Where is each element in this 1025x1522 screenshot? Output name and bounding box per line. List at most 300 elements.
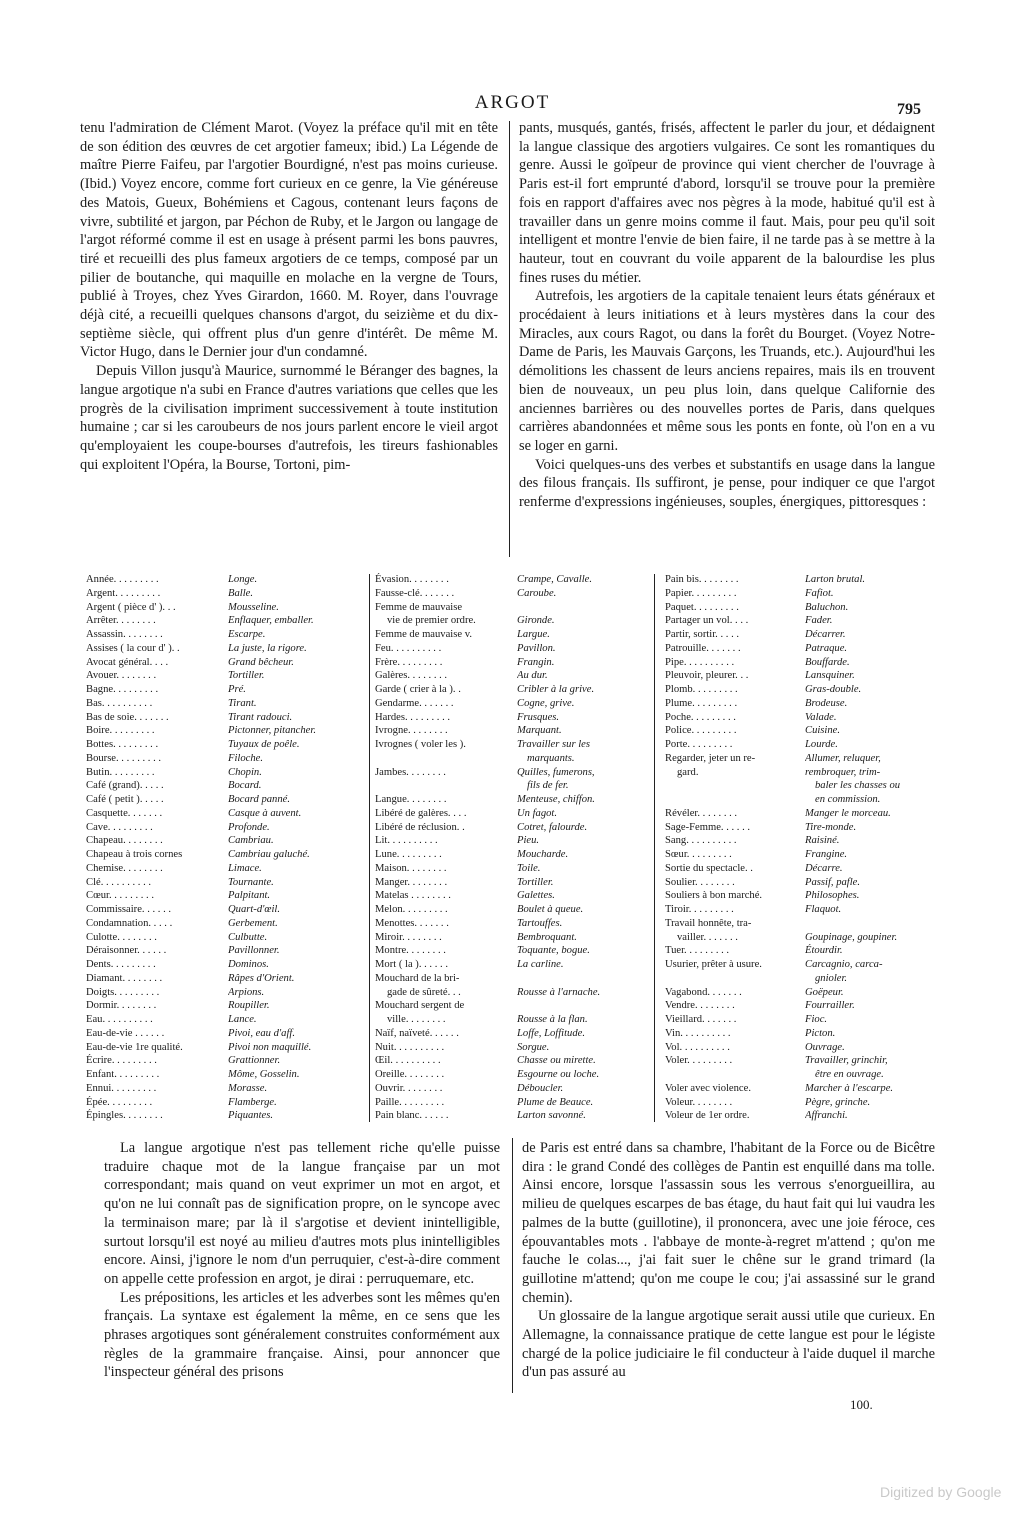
glossary-entry [86, 669, 364, 683]
glossary-entry [86, 1054, 364, 1068]
glossary-term [375, 752, 517, 766]
glossary-argot: Baluchon. [805, 601, 849, 613]
glossary-argot: Chasse ou mirette. [517, 1055, 596, 1067]
glossary-argot: Ouvrage. [805, 1041, 845, 1053]
glossary-entry [375, 876, 649, 890]
glossary-term: Matelas . . . . . . . . [375, 890, 451, 902]
glossary-argot: être en ouvrage. [815, 1069, 884, 1080]
glossary-argot: rembroquer, trim- [805, 766, 881, 778]
glossary-entry [665, 779, 935, 793]
glossary-argot: Lourde. [805, 739, 838, 750]
glossary-term: Écrire. . . . . . . . . [86, 1055, 157, 1067]
glossary-term: Poche. . . . . . . . . [665, 711, 736, 723]
glossary-term: Bas de soie. . . . . . . [86, 711, 169, 723]
top-right-column [519, 119, 935, 512]
glossary-entry [86, 587, 364, 601]
glossary-term: Argent. . . . . . . . . [86, 587, 161, 599]
glossary-argot: Menteuse, chiffon. [517, 794, 595, 805]
glossary-entry [375, 1068, 649, 1082]
glossary-entry [665, 958, 935, 972]
glossary-term: Mouchard sergent de [375, 1000, 465, 1012]
glossary-entry [665, 931, 935, 945]
glossary-term: Regarder, jeter un re- [665, 752, 756, 764]
glossary-term: Eau-de-vie . . . . . . [86, 1027, 165, 1039]
glossary-term: Galères. . . . . . . . [375, 670, 448, 682]
glossary-entry [665, 669, 935, 683]
glossary-entry [86, 986, 364, 1000]
glossary-term: Garde ( crier à la ). . [375, 684, 461, 695]
glossary-entry [665, 711, 935, 725]
glossary-entry [86, 807, 364, 821]
glossary-argot: Pivoi, eau d'aff. [228, 1027, 295, 1039]
glossary-argot: Quilles, fumerons, [517, 766, 595, 778]
glossary-entry [86, 848, 364, 862]
glossary-entry [86, 931, 364, 945]
signature-mark: 100. [850, 1397, 873, 1412]
glossary-entry [86, 1109, 364, 1123]
glossary-argot: Déboucler. [517, 1082, 564, 1094]
glossary-entry [375, 793, 649, 807]
glossary-argot: La carline. [517, 959, 564, 970]
glossary-term [665, 972, 805, 986]
glossary-entry [375, 944, 649, 958]
glossary-argot: Tirant radouci. [228, 711, 293, 723]
glossary-entry [375, 848, 649, 862]
glossary-entry [375, 1096, 649, 1110]
glossary-term: Libéré de réclusion. . [375, 821, 465, 833]
glossary-argot: Rousse à l'arnache. [517, 986, 601, 998]
bottom-column-divider [512, 1138, 513, 1393]
glossary-argot: Frangin. [517, 656, 555, 668]
glossary-argot: fils de fer. [527, 780, 569, 792]
glossary-term: Soulier. . . . . . . . [665, 876, 735, 888]
glossary-term: Vol. . . . . . . . . . [665, 1041, 730, 1053]
glossary-entry [375, 862, 649, 876]
glossary-argot: Crampe, Cavalle. [517, 574, 593, 585]
glossary-entry [86, 1096, 364, 1110]
glossary-argot: Morasse. [228, 1082, 268, 1094]
glossary-term: Pipe. . . . . . . . . . [665, 656, 735, 668]
glossary-term: Avouer. . . . . . . . [86, 670, 157, 682]
glossary-term: Fausse-clé. . . . . . . [375, 587, 455, 599]
glossary-term: Bottes. . . . . . . . . [86, 739, 159, 750]
glossary-entry [375, 697, 649, 711]
glossary-argot: Frangine. [805, 849, 848, 860]
glossary-term: ville. . . . . . . . [387, 1014, 446, 1025]
glossary-argot: Cotret, falourde. [517, 821, 588, 833]
glossary-argot: Pègre, grinche. [805, 1096, 871, 1108]
glossary-term: Eau-de-vie 1re qualité. [86, 1041, 183, 1053]
glossary-entry [665, 807, 935, 821]
glossary-argot: Pieu. [517, 835, 540, 847]
paragraph: pants, musqués, gantés, frisés, affectent le parler du jour, et dédaignent la langue classique des argotiers vulgaires. Ce sont les romantiques du genre. Aussi le goïpeur de province qui vient chercher de l'ouvrage à Paris est-il fort emprunté d'abord, lorsqu'il se trouve pour la première fois en rapport d'affaires avec nos pègres à la mode, habitué qu'il est à travailler dans un genre moins comme il faut. Mais, pour peu qu'il soit intelligent et montre l'envie de bien faire, il ne tarde pas à se mettre à la hauteur, tout en couvrant du voile apparent de la balourdise les plus fines ruses du métier. [519, 120, 935, 286]
glossary-entry [665, 766, 935, 780]
glossary-argot: Plume de Beauce. [517, 1096, 594, 1108]
glossary-argot: Profonde. [228, 821, 270, 833]
glossary-term: Lune. . . . . . . . . [375, 849, 442, 860]
glossary-entry [665, 821, 935, 835]
glossary-argot: Palpitant. [228, 890, 271, 902]
glossary-argot: Gerbement. [228, 917, 278, 929]
glossary-argot: Bouffarde. [805, 656, 850, 668]
glossary-entry [375, 669, 649, 683]
glossary-term: Eau. . . . . . . . . . [86, 1014, 153, 1025]
glossary-column-2 [375, 573, 649, 1123]
glossary-term: Pleuvoir, pleurer. . . [665, 670, 749, 682]
glossary-term: Chemise. . . . . . . . [86, 862, 163, 874]
glossary-term: Plomb. . . . . . . . . [665, 684, 738, 695]
glossary-argot: Cambriau. [228, 835, 274, 847]
glossary-entry [86, 614, 364, 628]
glossary-term: Usurier, prêter à usure. [665, 959, 762, 970]
glossary-entry [665, 1054, 935, 1068]
glossary-term: Hardes. . . . . . . . . [375, 711, 451, 723]
glossary-entry [86, 903, 364, 917]
glossary-argot: Quart-d'œil. [228, 904, 281, 915]
glossary-term: Condamnation. . . . . [86, 917, 173, 929]
glossary-entry [86, 999, 364, 1013]
glossary-entry [665, 999, 935, 1013]
glossary-argot: Culbutte. [228, 931, 268, 943]
glossary-argot: Escarpe. [228, 629, 266, 640]
glossary-entry [375, 752, 649, 766]
glossary-entry [665, 917, 935, 931]
glossary-argot: Décarrer. [805, 629, 846, 640]
glossary-entry [375, 972, 649, 986]
glossary-argot [517, 601, 649, 615]
glossary-entry [665, 724, 935, 738]
glossary-argot: Tirant. [228, 697, 257, 709]
glossary-argot: Chopin. [228, 766, 262, 778]
glossary-term: Diamant. . . . . . . . [86, 972, 163, 984]
glossary-term: Doigts. . . . . . . . . [86, 986, 160, 998]
glossary-argot: Manger le morceau. [805, 807, 891, 819]
glossary-argot: Philosophes. [805, 890, 860, 902]
digitized-watermark: Digitized by Google [880, 1484, 1002, 1500]
glossary-argot: Grand bêcheur. [228, 656, 294, 668]
glossary-term: Cœur. . . . . . . . . [86, 890, 154, 902]
glossary-term: Paille. . . . . . . . . [375, 1096, 445, 1108]
glossary-term: Boire. . . . . . . . . [86, 725, 155, 737]
glossary-argot: Pivoi non maquillé. [228, 1041, 312, 1053]
glossary-argot: Gras-double. [805, 684, 862, 695]
glossary-entry [86, 601, 364, 615]
glossary-term [375, 779, 517, 793]
glossary-term: Chapeau à trois cornes [86, 849, 183, 860]
glossary-entry [375, 601, 649, 615]
glossary-term: Sœur. . . . . . . . . [665, 849, 732, 860]
glossary-entry [86, 821, 364, 835]
glossary-term: Dents. . . . . . . . . [86, 959, 156, 970]
glossary-entry [375, 834, 649, 848]
glossary-entry [665, 1068, 935, 1082]
paragraph: Autrefois, les argotiers de la capitale tenaient leurs états généraux et procédaient à leurs initiations et à leurs mystères dans la cour des Miracles, aux cours Ragot, ou dans la forêt du Bourget. (Voyez Notre-Dame de Paris, les Mauvais Garçons, les Truands, etc.). Aujourd'hui les démolitions les chassent de leurs anciens repaires, mais ils en trouvent bien de nouveaux, un peu plus loin, dans quelque Californie des anciennes barrières ou des nouvelles portes de Paris, dans quelques carrières abandonnées et même sous les ponts en fonte, où l'on en a vu se loger en garni. [519, 288, 935, 454]
glossary-entry [86, 1068, 364, 1082]
glossary-argot: Moucharde. [517, 849, 569, 860]
glossary-term: Montre. . . . . . . . [375, 945, 446, 957]
glossary-entry [86, 917, 364, 931]
glossary-argot: Tortiller. [228, 670, 265, 682]
glossary-argot: Fafiot. [805, 587, 834, 599]
glossary-argot: Bocard. [228, 780, 262, 792]
glossary-argot: Toquante, bogue. [517, 945, 590, 957]
glossary-entry [86, 683, 364, 697]
glossary-argot: Pictonner, pitancher. [228, 725, 316, 737]
glossary-column-3 [665, 573, 935, 1123]
glossary-entry [375, 656, 649, 670]
glossary-term: Jambes. . . . . . . . [375, 766, 446, 778]
glossary-term: Bagne. . . . . . . . . [86, 684, 159, 695]
paragraph: de Paris est entré dans sa chambre, l'habitant de la Force ou de Bicêtre dira : le grand Condé des collèges de Pantin est enquillé dans ma tolle. Ainsi encore, lorsque l'assassin sous les verrous s'enorgueillira, au milieu de quelques escarpes de bas étage, du haut fait qui lui vaudra les palmes de la butte (guillotine), il prononcera, avec une joie féroce, ces épouvantables mots . l'abbaye de monte-à-regret m'attend ; qu'on me fauche le colas..., j'ai fait suer le chêne sur le grand trimard (la guillotine m'attend; qu'on me coupe le cou; j'ai assassiné sur le grand chemin). [522, 1140, 935, 1306]
glossary-argot: Allumer, reluquer, [805, 752, 881, 764]
glossary-term: Évasion. . . . . . . . [375, 574, 449, 585]
glossary-entry [86, 656, 364, 670]
glossary-entry [86, 766, 364, 780]
glossary-term: Sortie du spectacle. . [665, 862, 753, 874]
glossary-entry [86, 724, 364, 738]
glossary-argot: Enflaquer, emballer. [228, 615, 314, 627]
glossary-argot: Lance. [228, 1014, 257, 1025]
glossary-argot: Brodeuse. [805, 697, 848, 709]
glossary-argot: Fioc. [805, 1014, 828, 1025]
glossary-term: gade de sûreté. . . [387, 986, 461, 998]
glossary-term: Enfant. . . . . . . . . [86, 1069, 160, 1080]
glossary-term: Melon. . . . . . . . . [375, 904, 448, 915]
glossary-argot: Marcher à l'escarpe. [805, 1082, 894, 1094]
glossary-entry [86, 793, 364, 807]
glossary-entry [375, 779, 649, 793]
glossary-entry [86, 642, 364, 656]
glossary-term: Maison. . . . . . . . [375, 862, 447, 874]
glossary-term: Voleur de 1er ordre. [665, 1110, 750, 1122]
glossary-term: Œil. . . . . . . . . . [375, 1055, 441, 1067]
glossary-entry [375, 903, 649, 917]
glossary-argot: Piquantes. [228, 1110, 274, 1122]
glossary-argot: Valade. [805, 711, 837, 723]
glossary-argot: Goupinage, goupiner. [805, 931, 898, 943]
glossary-term: Culotte. . . . . . . . [86, 931, 157, 943]
glossary-term: Voler avec violence. [665, 1082, 751, 1094]
glossary-argot: Tartouffes. [517, 917, 563, 929]
glossary-argot [805, 917, 935, 931]
glossary-entry [375, 1109, 649, 1123]
glossary-argot: Roupiller. [228, 1000, 270, 1012]
glossary-term: Vagabond. . . . . . . [665, 986, 742, 998]
glossary-term: Ennui. . . . . . . . . [86, 1082, 157, 1094]
glossary-term: Café ( petit ). . . . . [86, 794, 164, 805]
glossary-argot: Carcagnio, carca- [805, 959, 883, 970]
running-head-title: ARGOT [474, 92, 551, 113]
glossary-term: Vieillard. . . . . . . [665, 1014, 737, 1025]
glossary-entry [665, 848, 935, 862]
glossary-entry [86, 779, 364, 793]
glossary-argot: Fourrailler. [805, 1000, 855, 1012]
top-left-column [80, 119, 498, 474]
glossary-term: Souliers à bon marché. [665, 890, 763, 902]
glossary-argot: Longe. [228, 574, 258, 585]
glossary-argot: Bocard panné. [228, 794, 290, 805]
glossary-argot: Cuisine. [805, 725, 841, 737]
glossary-argot: Balle. [228, 587, 254, 599]
glossary-argot: Passif, pafle. [805, 876, 861, 888]
page-number: 795 [897, 101, 921, 118]
glossary-argot: Larton savonné. [517, 1110, 586, 1122]
glossary-entry [86, 958, 364, 972]
glossary-entry [665, 642, 935, 656]
glossary-argot: Grattionner. [228, 1055, 281, 1067]
bottom-right-column [522, 1139, 935, 1382]
glossary-term: Clé. . . . . . . . . . [86, 876, 152, 888]
glossary-argot: Picton. [805, 1027, 836, 1039]
bottom-left-column [104, 1139, 500, 1382]
glossary-entry [86, 711, 364, 725]
glossary-term: Voleur. . . . . . . . [665, 1096, 733, 1108]
glossary-term: Langue. . . . . . . . [375, 794, 447, 805]
glossary-entry [86, 697, 364, 711]
glossary-term: Argent ( pièce d' ). . . [86, 601, 176, 613]
glossary-term: Ivrogne. . . . . . . . [375, 725, 448, 737]
glossary-term: Travail honnête, tra- [665, 917, 752, 929]
glossary-term: Partager un vol. . . . [665, 615, 749, 627]
glossary-term: Papier. . . . . . . . . [665, 587, 737, 599]
glossary-argot: Esgourne ou loche. [517, 1069, 600, 1080]
glossary-entry [375, 917, 649, 931]
glossary-term: vie de premier ordre. [387, 615, 476, 627]
glossary-term: Plume. . . . . . . . . [665, 697, 738, 709]
glossary-entry [86, 862, 364, 876]
paragraph: Voici quelques-uns des verbes et substantifs en usage dans la langue des filous français. Ils suffiront, je pense, pour indiquer ce que l'argot renferme d'expressions ingénieuses, souples, énergiques, pittoresques : [519, 456, 935, 511]
glossary-argot: Gironde. [517, 615, 555, 627]
glossary-entry [375, 642, 649, 656]
glossary-entry [375, 1027, 649, 1041]
glossary-entry [86, 876, 364, 890]
glossary-term: Tiroir. . . . . . . . . [665, 904, 734, 915]
glossary-term: Bourse. . . . . . . . . [86, 752, 162, 764]
glossary-entry [665, 1013, 935, 1027]
glossary-entry [375, 1082, 649, 1096]
glossary-argot: marquants. [527, 752, 575, 764]
glossary-entry [665, 889, 935, 903]
glossary-term: Sang. . . . . . . . . . [665, 835, 737, 847]
glossary-argot: Fader. [805, 615, 833, 627]
glossary-argot: Môme, Gosselin. [228, 1069, 300, 1080]
glossary-entry [375, 931, 649, 945]
glossary-entry [375, 889, 649, 903]
glossary-argot: Bembroquant. [517, 931, 577, 943]
glossary-argot: Cambriau galuché. [228, 849, 310, 860]
glossary-term: Mort ( la ). . . . . . [375, 959, 448, 970]
glossary-argot: Dominos. [228, 959, 269, 970]
glossary-term: Déraisonner. . . . . . [86, 945, 167, 957]
glossary-entry [665, 1041, 935, 1055]
glossary-term: Bas. . . . . . . . . . [86, 697, 153, 709]
glossary-term: Pain blanc. . . . . . [375, 1110, 449, 1122]
glossary-entry [665, 628, 935, 642]
glossary-entry [86, 944, 364, 958]
glossary-term: Libéré de galères. . . . [375, 807, 467, 819]
glossary-argot: Flaquot. [805, 904, 842, 915]
glossary-entry [665, 1082, 935, 1096]
glossary-entry [665, 697, 935, 711]
glossary-argot: Goëpeur. [805, 986, 844, 998]
glossary-entry [375, 628, 649, 642]
glossary-term: Frère. . . . . . . . . [375, 656, 443, 668]
glossary-entry [86, 752, 364, 766]
glossary-entry [665, 601, 935, 615]
glossary-argot: Filoche. [228, 752, 264, 764]
glossary-argot: Cribler à la grive. [517, 684, 595, 695]
glossary-argot: Largue. [517, 629, 550, 640]
glossary-term: Femme de mauvaise v. [375, 629, 472, 640]
glossary-argot: Rousse à la flan. [517, 1014, 588, 1025]
glossary-argot: Pré. [228, 684, 246, 695]
glossary-divider-1 [369, 574, 370, 1122]
glossary-term: Porte. . . . . . . . . [665, 739, 733, 750]
glossary-entry [665, 903, 935, 917]
glossary-entry [86, 1082, 364, 1096]
glossary-argot: Pavillonner. [228, 945, 280, 957]
glossary-term: Oreille. . . . . . . . [375, 1069, 445, 1080]
glossary-term: Ouvrir. . . . . . . . [375, 1082, 443, 1094]
glossary-argot: Pavillon. [517, 642, 556, 654]
glossary-entry [86, 972, 364, 986]
glossary-term [665, 1068, 805, 1082]
glossary-term: Dormir. . . . . . . . [86, 1000, 157, 1012]
glossary-term: Avocat général. . . . [86, 656, 169, 668]
glossary-entry [665, 793, 935, 807]
glossary-argot: Flamberge. [228, 1096, 277, 1108]
glossary-argot: La juste, la rigore. [228, 642, 307, 654]
glossary-argot: gnioler. [815, 972, 848, 984]
glossary-term: Assassin. . . . . . . . [86, 629, 163, 640]
glossary-entry [665, 614, 935, 628]
glossary-entry [665, 738, 935, 752]
glossary-term: Voler. . . . . . . . . [665, 1055, 733, 1067]
glossary-entry [375, 614, 649, 628]
glossary-entry [665, 1027, 935, 1041]
glossary-argot: Frusques. [517, 711, 560, 723]
glossary-entry [86, 573, 364, 587]
glossary-entry [665, 876, 935, 890]
glossary-term: Femme de mauvaise [375, 601, 463, 613]
glossary-entry [665, 834, 935, 848]
glossary-entry [665, 1109, 935, 1123]
glossary-entry [665, 752, 935, 766]
glossary-entry [665, 986, 935, 1000]
glossary-entry [375, 724, 649, 738]
glossary-argot: Tuyaux de poêle. [228, 739, 300, 750]
glossary-entry [375, 958, 649, 972]
glossary-column-1 [86, 573, 364, 1123]
glossary-term: Police. . . . . . . . . [665, 725, 737, 737]
glossary-argot: Lansquiner. [805, 670, 855, 682]
glossary-entry [375, 807, 649, 821]
glossary-entry [375, 986, 649, 1000]
glossary-argot: en commission. [815, 794, 881, 805]
glossary-entry [375, 1041, 649, 1055]
glossary-argot: Marquant. [517, 725, 562, 737]
glossary-argot: Râpes d'Orient. [228, 972, 295, 984]
glossary-term: Butin. . . . . . . . . [86, 766, 155, 778]
glossary-term [665, 793, 805, 807]
glossary-entry [665, 862, 935, 876]
glossary-term: gard. [677, 766, 699, 778]
glossary-term: Lit. . . . . . . . . . [375, 835, 438, 847]
glossary-argot: Raisiné. [805, 835, 840, 847]
glossary-argot: Limace. [228, 862, 262, 874]
glossary-argot [517, 972, 649, 986]
glossary-argot: Sorgue. [517, 1041, 550, 1053]
